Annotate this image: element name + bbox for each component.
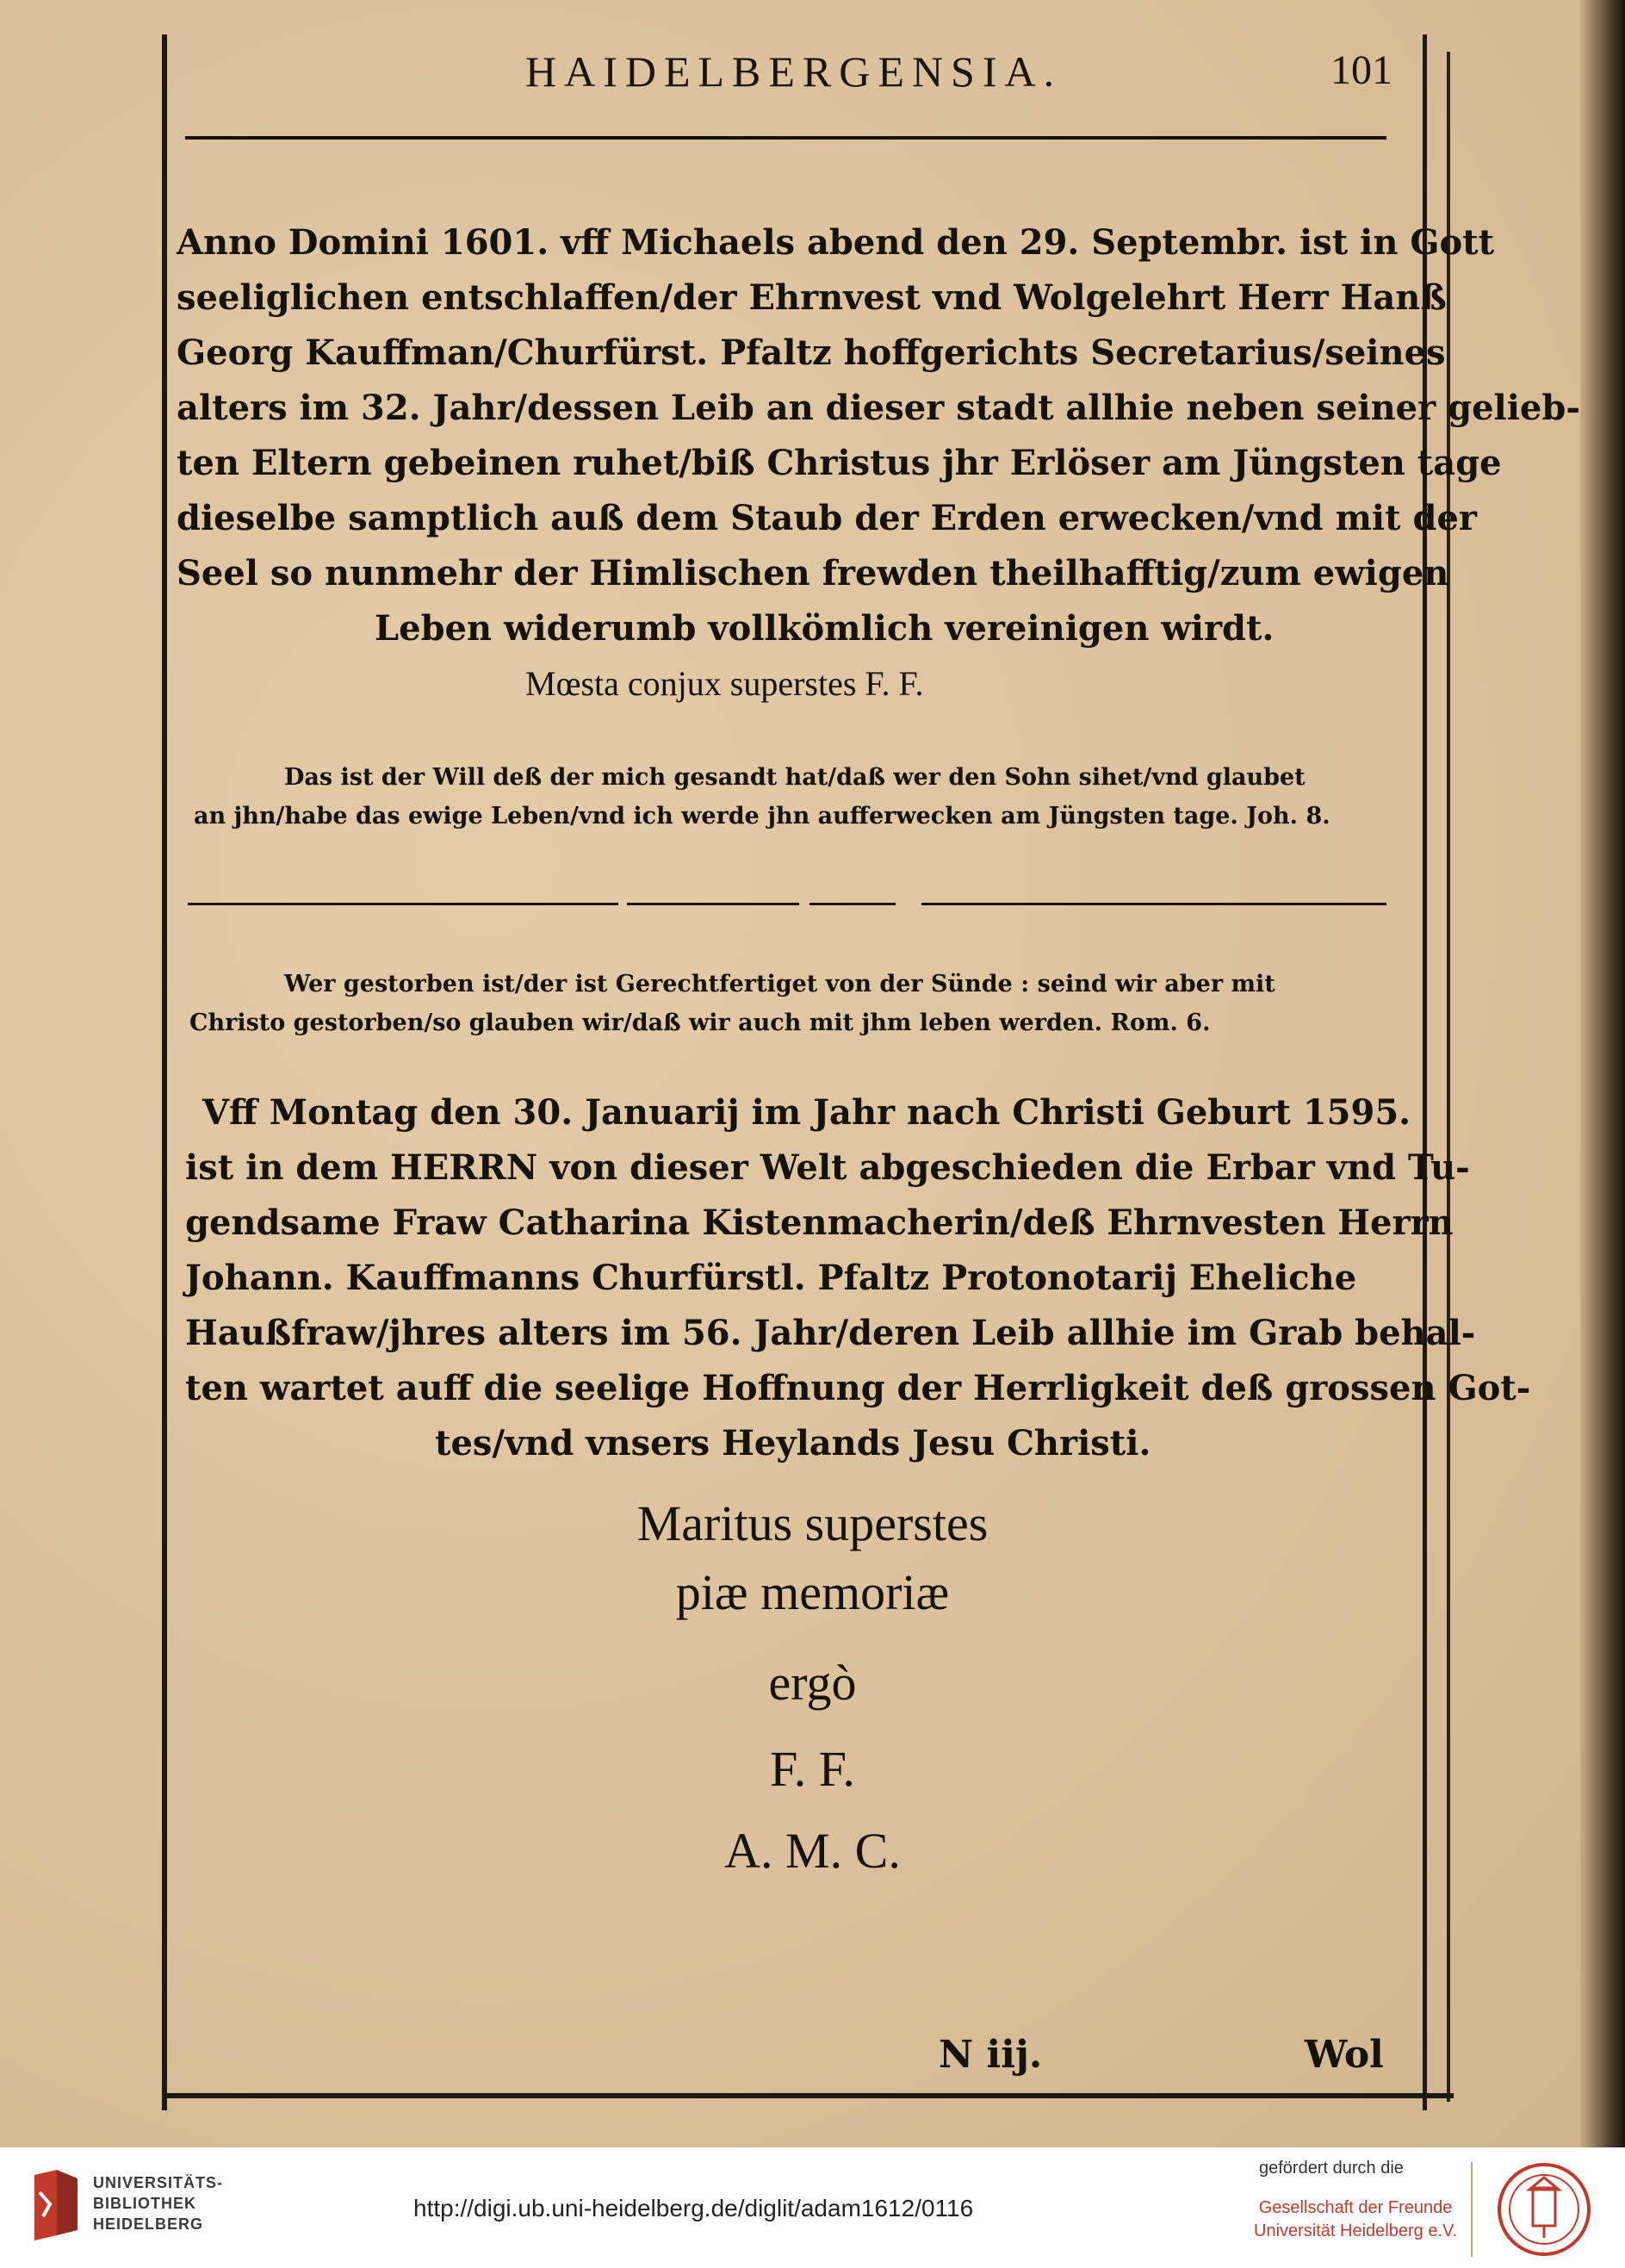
frame-rule-bottom bbox=[162, 2093, 1454, 2098]
epitaph-2-signature-line: A. M. C. bbox=[724, 1823, 901, 1879]
page-number: 101 bbox=[1330, 47, 1392, 93]
epitaph-1-signature: Mœsta conjux superstes F. F. bbox=[525, 664, 924, 703]
library-name bbox=[93, 2172, 223, 2234]
epitaph-2-line: ist in dem HERRN von dieser Welt abgeschieden die Erbar vnd Tu- bbox=[185, 1147, 1470, 1188]
section-divider bbox=[809, 903, 896, 905]
library-name-line: HEIDELBERG bbox=[93, 2215, 204, 2233]
epitaph-1-line: seeliglichen entschlaffen/der Ehrnvest vnd Wolgelehrt Herr Hanß bbox=[177, 277, 1447, 318]
epitaph-2-signature-line: piæ memoriæ bbox=[675, 1564, 950, 1620]
epitaph-1-line: dieselbe samptlich auß dem Staub der Erden erwecken/vnd mit der bbox=[177, 498, 1477, 538]
epitaph-2-line: ten wartet auff die seelige Hoffnung der Herrligkeit deß grossen Got- bbox=[185, 1368, 1531, 1408]
section-divider bbox=[921, 903, 1386, 905]
scripture-verse-romans bbox=[189, 965, 1275, 1042]
library-logo-icon bbox=[31, 2166, 81, 2242]
epitaph-1 bbox=[177, 215, 1580, 656]
epitaph-1-line: Anno Domini 1601. vff Michaels abend den 29. Septembr. ist in Gott bbox=[177, 222, 1495, 263]
permalink-url[interactable]: http://digi.ub.uni-heidelberg.de/diglit/adam1612/0116 bbox=[413, 2195, 974, 2221]
society-name-line: Universität Heidelberg e.V. bbox=[1254, 2221, 1458, 2240]
epitaph-2-line: gendsame Fraw Catharina Kistenmacherin/deß Ehrnvesten Herrn bbox=[185, 1202, 1454, 1243]
epitaph-1-line: Seel so nunmehr der Himlischen frewden theilhafftig/zum ewigen bbox=[177, 553, 1449, 593]
section-divider bbox=[627, 903, 799, 905]
epitaph-2-line: Johann. Kauffmanns Churfürstl. Pfaltz Protonotarij Eheliche bbox=[185, 1258, 1357, 1298]
epitaph-2 bbox=[185, 1085, 1530, 1471]
epitaph-2-signature-line: Maritus superstes bbox=[636, 1495, 989, 1551]
head-rule bbox=[185, 136, 1386, 140]
society-name-line: Gesellschaft der Freunde bbox=[1258, 2198, 1453, 2217]
epitaph-1-line: ten Eltern gebeinen ruhet/biß Christus jhr Erlöser am Jüngsten tage bbox=[177, 443, 1502, 483]
section-divider bbox=[188, 903, 618, 905]
verse-line: Das ist der Will deß der mich gesandt hat/daß wer den Sohn sihet/vnd glaubet bbox=[284, 764, 1306, 791]
verse-line: Christo gestorben/so glauben wir/daß wir auch mit jhm leben werden. Rom. 6. bbox=[189, 1010, 1211, 1036]
epitaph-1-line: alters im 32. Jahr/dessen Leib an dieser stadt allhie neben seiner gelieb- bbox=[177, 388, 1580, 428]
library-name-line: BIBLIOTHEK bbox=[93, 2195, 196, 2212]
epitaph-2-signature-line: F. F. bbox=[770, 1741, 855, 1797]
verse-line: Wer gestorben ist/der ist Gerechtfertiget von der Sünde : seind wir aber mit bbox=[284, 971, 1275, 997]
catchword: Wol bbox=[1305, 2033, 1384, 2077]
signature-mark: N iij. bbox=[939, 2033, 1043, 2077]
epitaph-2-line: tes/vnd vnsers Heylands Jesu Christi. bbox=[435, 1423, 1151, 1463]
epitaph-2-line: Vff Montag den 30. Januarij im Jahr nach Christi Geburt 1595. bbox=[202, 1092, 1411, 1133]
library-name-line: UNIVERSITÄTS- bbox=[93, 2174, 224, 2191]
epitaph-1-line: Leben widerumb vollkömlich vereinigen wirdt. bbox=[375, 608, 1275, 649]
frame-rule-left bbox=[162, 34, 167, 2110]
running-head: HAIDELBERGENSIA. bbox=[525, 47, 1063, 96]
epitaph-2-signature-line: ergò bbox=[768, 1655, 857, 1711]
verse-line: an jhn/habe das ewige Leben/vnd ich werde jhn aufferwecken am Jüngsten tage. Joh. 8. bbox=[194, 803, 1330, 830]
epitaph-1-line: Georg Kauffman/Churfürst. Pfaltz hoffgerichts Secretarius/seines bbox=[177, 332, 1446, 373]
scripture-verse-john bbox=[194, 758, 1330, 836]
footer-divider bbox=[1471, 2162, 1473, 2257]
society-name bbox=[1254, 2197, 1457, 2243]
funded-by-label: gefördert durch die bbox=[1259, 2159, 1404, 2178]
epitaph-2-line: Haußfraw/jhres alters im 56. Jahr/deren Leib allhie im Grab behal- bbox=[185, 1313, 1476, 1353]
university-seal-icon bbox=[1497, 2162, 1591, 2257]
